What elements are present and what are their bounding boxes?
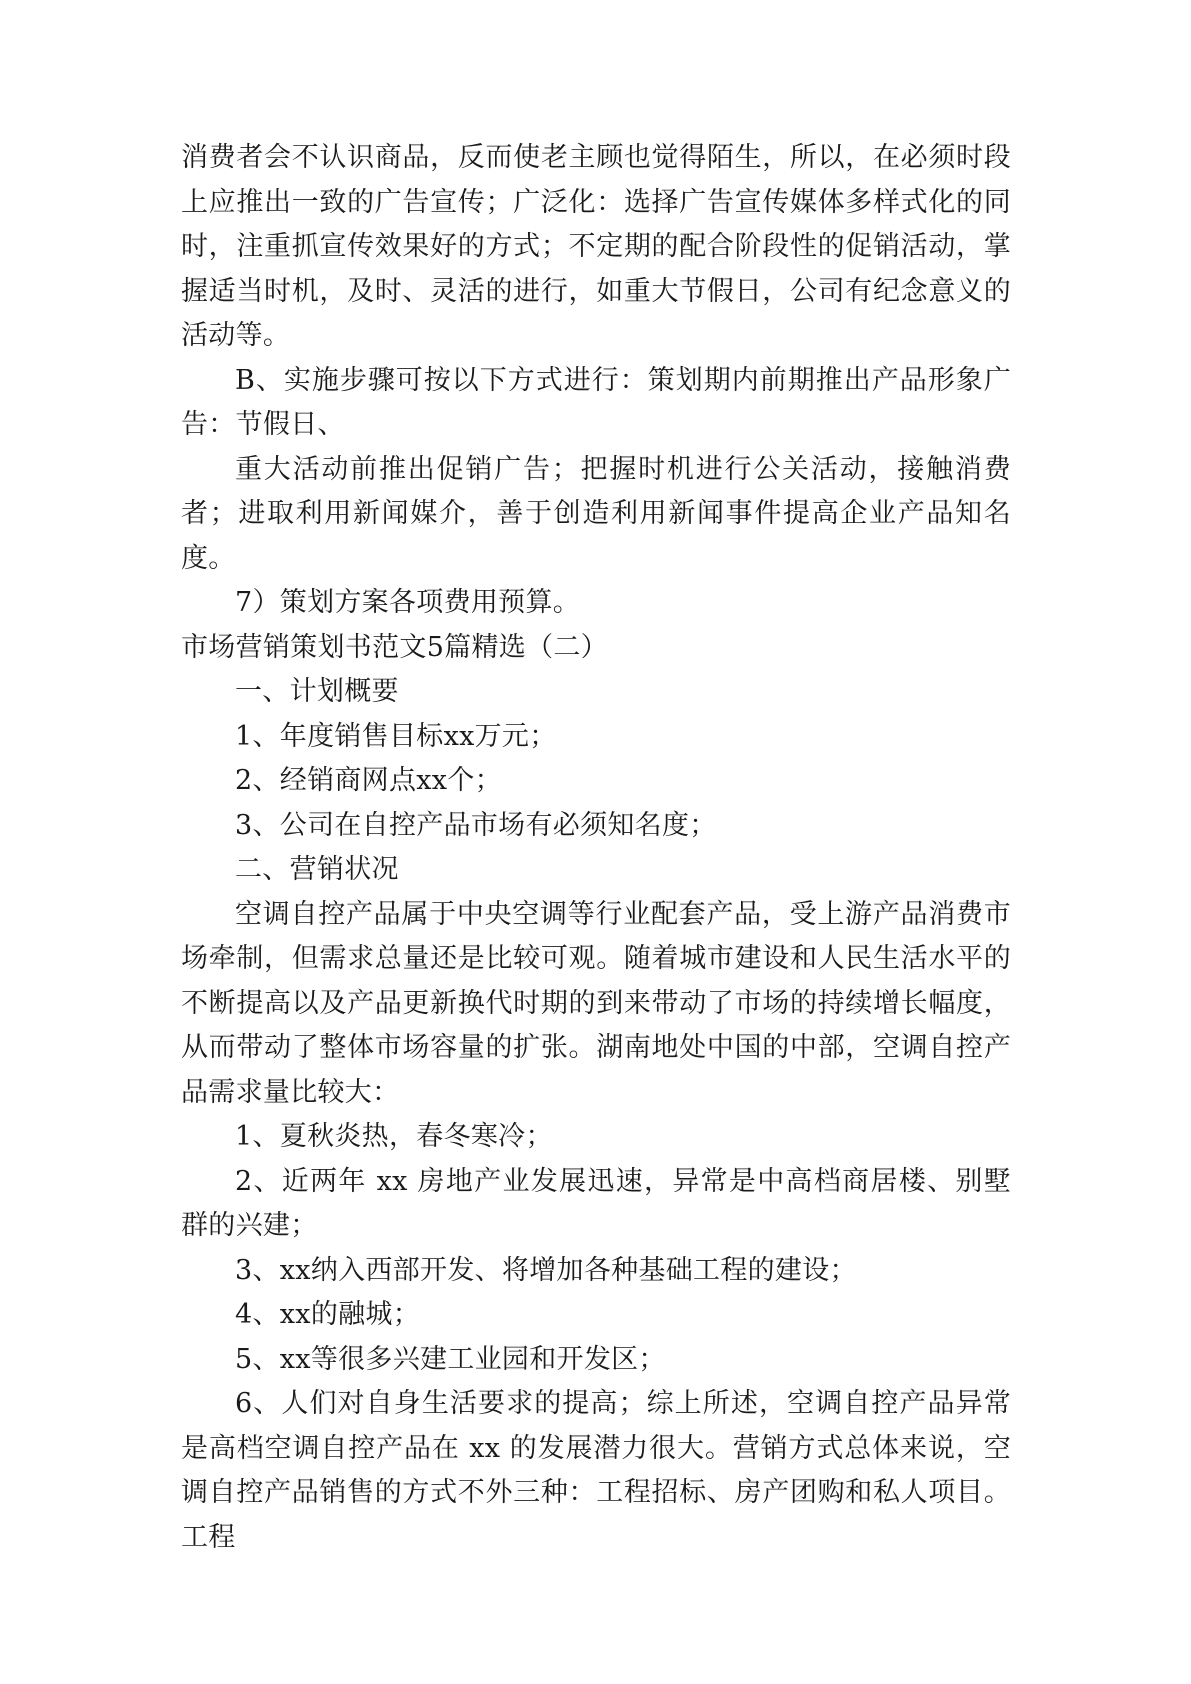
list-item-western-development: 3、xx纳入西部开发、将增加各种基础工程的建设； (235, 1254, 857, 1286)
paragraph-market-analysis: 空调自控产品属于中央空调等行业配套产品，受上游产品消费市场牵制，但需求总量还是比较可观。随着城市建设和人民生活水平的不断提高以及产品更新换代时期的到来带动了市场的持续增长幅度，从而带动了整体市场容量的扩张。湖南地处中国的中部，空调自控产品需求量比较大： (181, 898, 1011, 1108)
paragraph-advertising-strategy: 消费者会不认识商品，反而使老主顾也觉得陌生，所以，在必须时段上应推出一致的广告宣传；广泛化：选择广告宣传媒体多样式化的同时，注重抓宣传效果好的方式；不定期的配合阶段性的促销活动，掌握适当时机，及时、灵活的进行，如重大节假日，公司有纪念意义的活动等。 (181, 142, 1011, 351)
paragraph-budget: 7）策划方案各项费用预算。 (235, 587, 581, 618)
list-item-city-merger: 4、xx的融城； (235, 1299, 421, 1330)
list-item-real-estate: 2、近两年 xx 房地产业发展迅速，异常是中高档商居楼、别墅群的兴建； (181, 1165, 1011, 1241)
list-item-sales-target: 1、年度销售目标xx万元； (235, 720, 557, 752)
heading-plan-summary: 一、计划概要 (235, 676, 399, 707)
section-title: 市场营销策划书范文5篇精选（二） (181, 631, 608, 663)
list-item-brand-awareness: 3、公司在自控产品市场有必须知名度； (235, 809, 717, 841)
list-item-dealer-outlets: 2、经销商网点xx个； (235, 765, 502, 796)
paragraph-sales-methods: 6、人们对自身生活要求的提高；综上所述，空调自控产品异常是高档空调自控产品在 xx 的发展潜力很大。营销方式总体来说，空调自控产品销售的方式不外三种：工程招标、房产团购和私人项目。工程 (181, 1388, 1011, 1553)
document-body (181, 136, 1011, 1560)
list-item-climate: 1、夏秋炎热，春冬寒冷； (235, 1121, 553, 1152)
paragraph-major-events: 重大活动前推出促销广告；把握时机进行公关活动，接触消费者；进取利用新闻媒介，善于创造利用新闻事件提高企业产品知名度。 (181, 453, 1011, 574)
list-item-industrial-parks: 5、xx等很多兴建工业园和开发区； (235, 1343, 666, 1375)
paragraph-implementation-steps: B、实施步骤可按以下方式进行：策划期内前期推出产品形象广告：节假日、 (181, 364, 1011, 440)
heading-marketing-status: 二、营销状况 (235, 854, 399, 885)
